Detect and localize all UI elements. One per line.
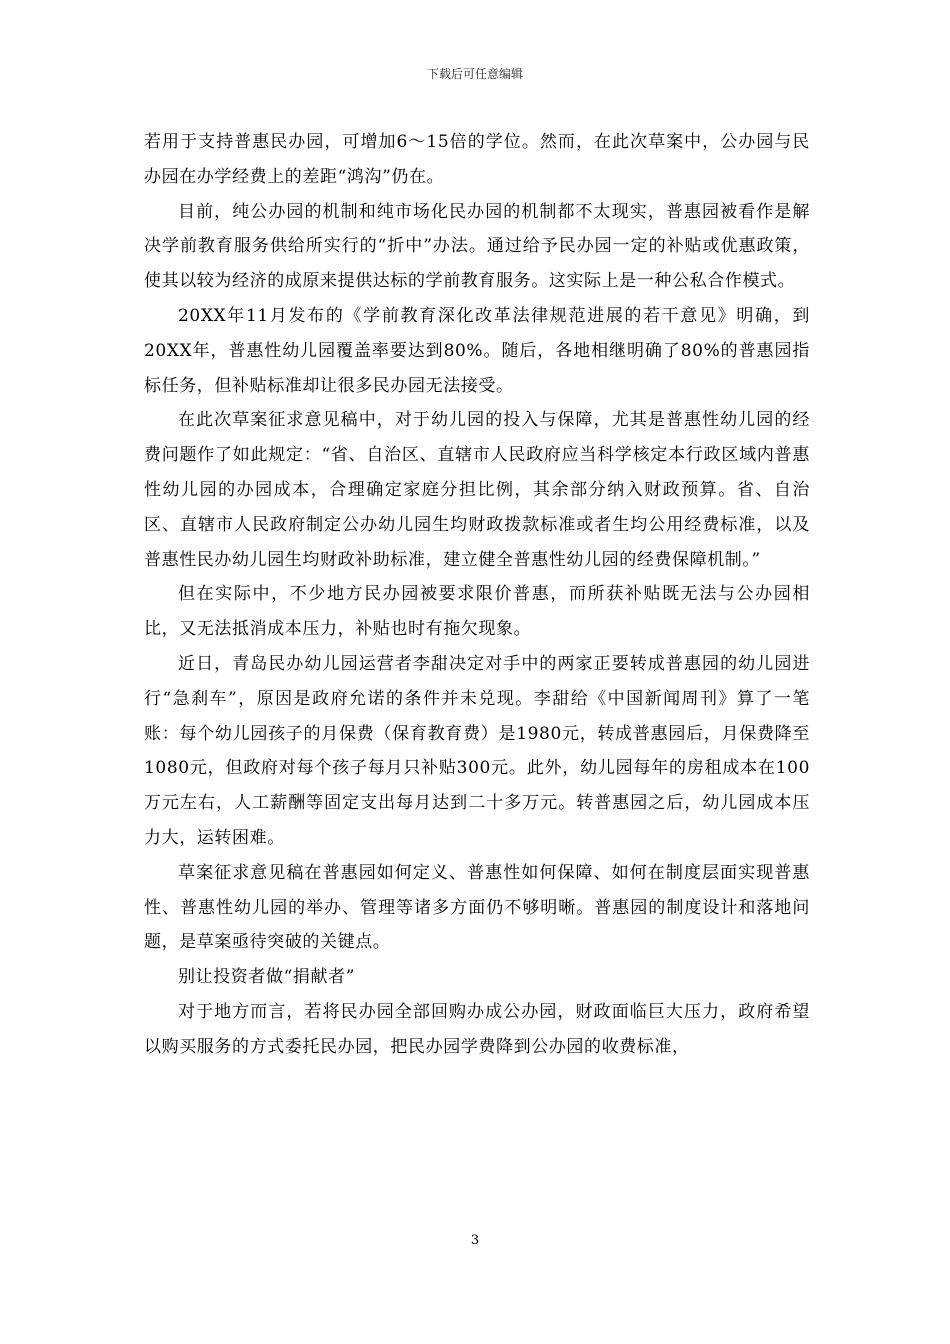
paragraph-8: 对于地方而言，若将民办园全部回购办成公办园，财政面临巨大压力，政府希望以购买服务的方式委托民办园，把民办园学费降到公办园的收费标准，: [144, 1001, 810, 1057]
document-body: [144, 125, 810, 1065]
paragraph-5: 但在实际中，不少地方民办园被要求限价普惠，而所获补贴既无法与公办园相比，又无法抵消成本压力，补贴也时有拖欠现象。: [144, 584, 810, 640]
paragraph-1: 若用于支持普惠民办园，可增加6～15倍的学位。然而，在此次草案中，公办园与民办园在办学经费上的差距“鸿沟”仍在。: [144, 132, 810, 187]
paragraph-3: 20XX年11月发布的《学前教育深化改革法律规范进展的若干意见》明确，到20XX年，普惠性幼儿园覆盖率要达到80%。随后，各地相继明确了80%的普惠园指标任务，但补贴标准却让很多民办园无法接受。: [144, 305, 810, 396]
section-heading: 别让投资者做“捐献者”: [178, 967, 355, 988]
paragraph-4: 在此次草案征求意见稿中，对于幼儿园的投入与保障，尤其是普惠性幼儿园的经费问题作了如此规定：“省、自治区、直辖市人民政府应当科学核定本行政区域内普惠性幼儿园的办园成本，合理确定家庭分担比例，其余部分纳入财政预算。省、自治区、直辖市人民政府制定公办幼儿园生均财政拨款标准或者生均公用经费标准，以及普惠性民办幼儿园生均财政补助标准，建立健全普惠性幼儿园的经费保障机制。”: [144, 410, 810, 570]
paragraph-6: 近日，青岛民办幼儿园运营者李甜决定对手中的两家正要转成普惠园的幼儿园进行“急刹车”，原因是政府允诺的条件并未兑现。李甜给《中国新闻周刊》算了一笔账：每个幼儿园孩子的月保费（保育教育费）是1980元，转成普惠园后，月保费降至1080元，但政府对每个孩子每月只补贴300元。此外，幼儿园每年的房租成本在100万元左右，人工薪酬等固定支出每月达到二十多万元。转普惠园之后，幼儿园成本压力大，运转困难。: [144, 653, 810, 848]
paragraph-2: 目前，纯公办园的机制和纯市场化民办园的机制都不太现实，普惠园被看作是解决学前教育服务供给所实行的“折中”办法。通过给予民办园一定的补贴或优惠政策，使其以较为经济的成原来提供达标的学前教育服务。这实际上是一种公私合作模式。: [144, 201, 810, 292]
paragraph-7: 草案征求意见稿在普惠园如何定义、普惠性如何保障、如何在制度层面实现普惠性、普惠性幼儿园的举办、管理等诸多方面仍不够明晰。普惠园的制度设计和落地问题，是草案亟待突破的关键点。: [144, 862, 810, 953]
page-number: 3: [470, 1233, 480, 1248]
page-header-note: 下载后可任意编辑: [426, 67, 523, 81]
